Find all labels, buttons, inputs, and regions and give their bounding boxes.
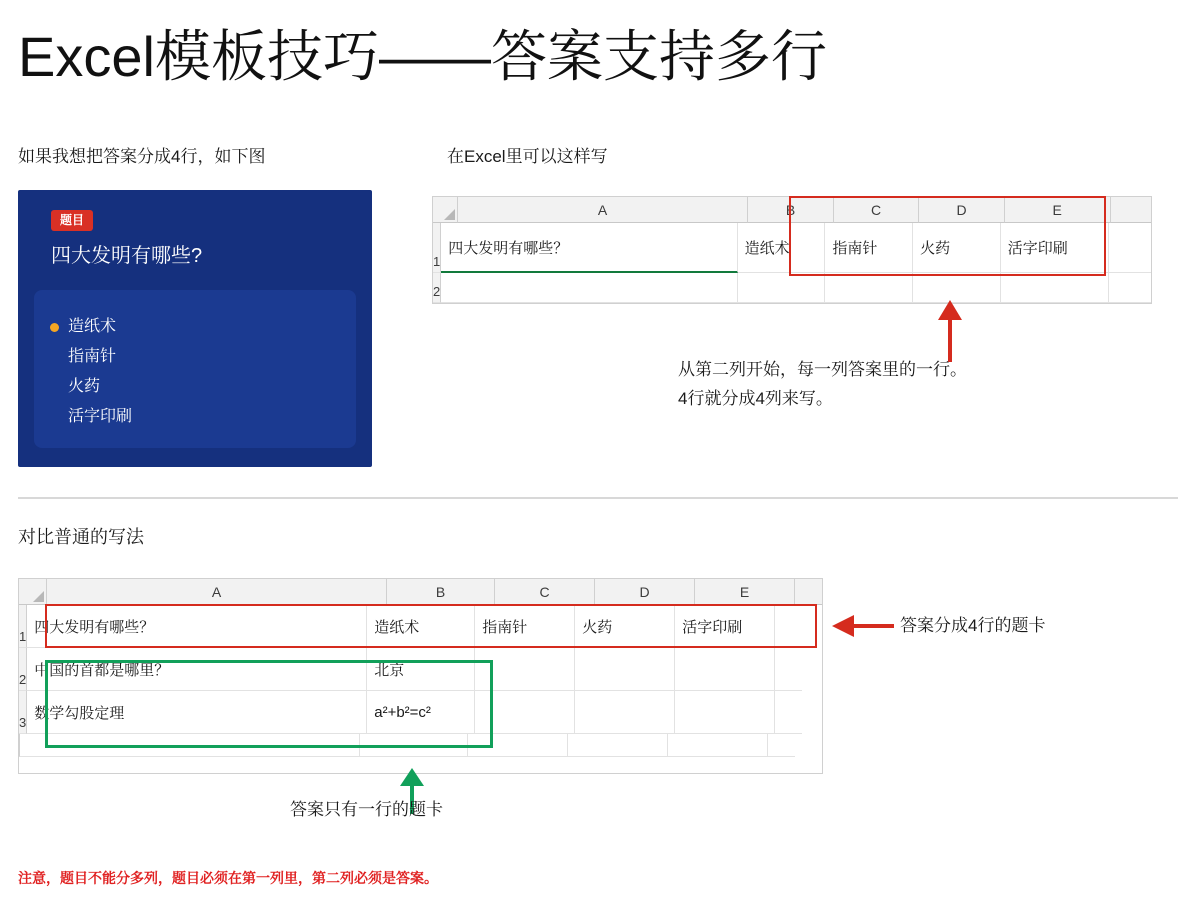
column-header-a[interactable]: A xyxy=(47,579,387,605)
list-item xyxy=(34,316,356,338)
question-badge: 题目 xyxy=(51,210,93,231)
label-singleline-card: 答案只有一行的题卡 xyxy=(290,800,443,819)
cell-d1[interactable]: 火药 xyxy=(913,223,1001,273)
cell-b3[interactable]: a²+b²=c² xyxy=(367,691,475,734)
cell-f2[interactable] xyxy=(775,648,802,691)
cell-c3[interactable] xyxy=(475,691,575,734)
cell-f1[interactable] xyxy=(775,605,802,648)
caption-right: 在Excel里可以这样写 xyxy=(447,147,608,166)
cell-e1[interactable]: 活字印刷 xyxy=(675,605,775,648)
answer-label: 造纸术 xyxy=(68,318,117,335)
cell-e4[interactable] xyxy=(668,734,768,757)
list-item xyxy=(34,346,356,368)
table-row xyxy=(19,734,822,757)
column-header-d[interactable]: D xyxy=(595,579,695,605)
cell-f3[interactable] xyxy=(775,691,802,734)
arrow-up-red-icon xyxy=(934,300,966,362)
table-row xyxy=(19,691,822,734)
cell-a3[interactable]: 数学勾股定理 xyxy=(27,691,367,734)
cell-a1[interactable]: 四大发明有哪些？ xyxy=(441,223,737,273)
list-item xyxy=(34,376,356,398)
bullet-icon xyxy=(50,323,59,332)
column-header-f[interactable] xyxy=(795,579,822,605)
column-header-b[interactable]: B xyxy=(748,197,833,223)
cell-f2[interactable] xyxy=(1109,273,1151,303)
cell-a2[interactable]: 中国的首都是哪里？ xyxy=(27,648,367,691)
column-header-a[interactable]: A xyxy=(458,197,749,223)
question-text: 四大发明有哪些? xyxy=(51,245,203,267)
cell-a4[interactable] xyxy=(20,734,360,757)
cell-a2[interactable] xyxy=(441,273,737,303)
row-header-2[interactable]: 2 xyxy=(433,273,441,303)
list-item xyxy=(34,406,356,428)
cell-b2[interactable]: 北京 xyxy=(367,648,475,691)
table-row xyxy=(19,605,822,648)
cell-c2[interactable] xyxy=(475,648,575,691)
cell-d2[interactable] xyxy=(575,648,675,691)
row-header-2[interactable]: 2 xyxy=(19,648,27,691)
cell-b1[interactable]: 造纸术 xyxy=(738,223,826,273)
column-header-d[interactable]: D xyxy=(919,197,1004,223)
answer-label: 指南针 xyxy=(68,348,117,365)
select-all-corner[interactable] xyxy=(433,197,458,223)
label-multiline-card: 答案分成4行的题卡 xyxy=(900,616,1046,635)
answer-label: 活字印刷 xyxy=(68,408,133,425)
cell-b2[interactable] xyxy=(738,273,826,303)
column-header-row xyxy=(19,579,822,605)
table-row xyxy=(19,648,822,691)
cell-d1[interactable]: 火药 xyxy=(575,605,675,648)
note-line-1: 从第二列开始，每一列答案里的一行。 xyxy=(678,360,967,379)
cell-e2[interactable] xyxy=(1001,273,1109,303)
cell-b1[interactable]: 造纸术 xyxy=(367,605,475,648)
page-title: Excel模板技巧——答案支持多行 xyxy=(18,25,827,88)
cell-e3[interactable] xyxy=(675,691,775,734)
table-row xyxy=(433,223,1151,273)
spreadsheet-multiline-example[interactable] xyxy=(432,196,1152,304)
cell-a1[interactable]: 四大发明有哪些？ xyxy=(27,605,367,648)
column-header-row xyxy=(433,197,1151,223)
column-header-f[interactable] xyxy=(1111,197,1151,223)
note-answer-columns xyxy=(678,355,967,413)
cell-e1[interactable]: 活字印刷 xyxy=(1001,223,1109,273)
row-header-1[interactable]: 1 xyxy=(19,605,27,648)
answer-list xyxy=(34,290,356,448)
spreadsheet-comparison[interactable] xyxy=(18,578,823,774)
caption-left: 如果我想把答案分成4行，如下图 xyxy=(18,147,266,166)
cell-c4[interactable] xyxy=(468,734,568,757)
table-row xyxy=(433,273,1151,303)
cell-f4[interactable] xyxy=(768,734,795,757)
select-all-corner[interactable] xyxy=(19,579,47,605)
cell-d4[interactable] xyxy=(568,734,668,757)
arrow-left-red-icon xyxy=(832,613,894,639)
column-header-c[interactable]: C xyxy=(834,197,919,223)
section-divider xyxy=(18,497,1178,499)
row-header-1[interactable]: 1 xyxy=(433,223,441,273)
question-card xyxy=(18,190,372,467)
caption-compare: 对比普通的写法 xyxy=(18,527,144,547)
cell-c1[interactable]: 指南针 xyxy=(475,605,575,648)
note-line-2: 4行就分成4列来写。 xyxy=(678,389,833,408)
column-header-e[interactable]: E xyxy=(1005,197,1111,223)
footer-warning: 注意，题目不能分多列，题目必须在第一列里，第二列必须是答案。 xyxy=(18,870,438,886)
column-header-e[interactable]: E xyxy=(695,579,795,605)
cell-f1[interactable] xyxy=(1109,223,1151,273)
cell-c2[interactable] xyxy=(825,273,913,303)
cell-e2[interactable] xyxy=(675,648,775,691)
answer-label: 火药 xyxy=(68,378,101,395)
cell-d2[interactable] xyxy=(913,273,1001,303)
column-header-c[interactable]: C xyxy=(495,579,595,605)
column-header-b[interactable]: B xyxy=(387,579,495,605)
row-header-3[interactable]: 3 xyxy=(19,691,27,734)
cell-b4[interactable] xyxy=(360,734,468,757)
cell-c1[interactable]: 指南针 xyxy=(825,223,913,273)
cell-d3[interactable] xyxy=(575,691,675,734)
